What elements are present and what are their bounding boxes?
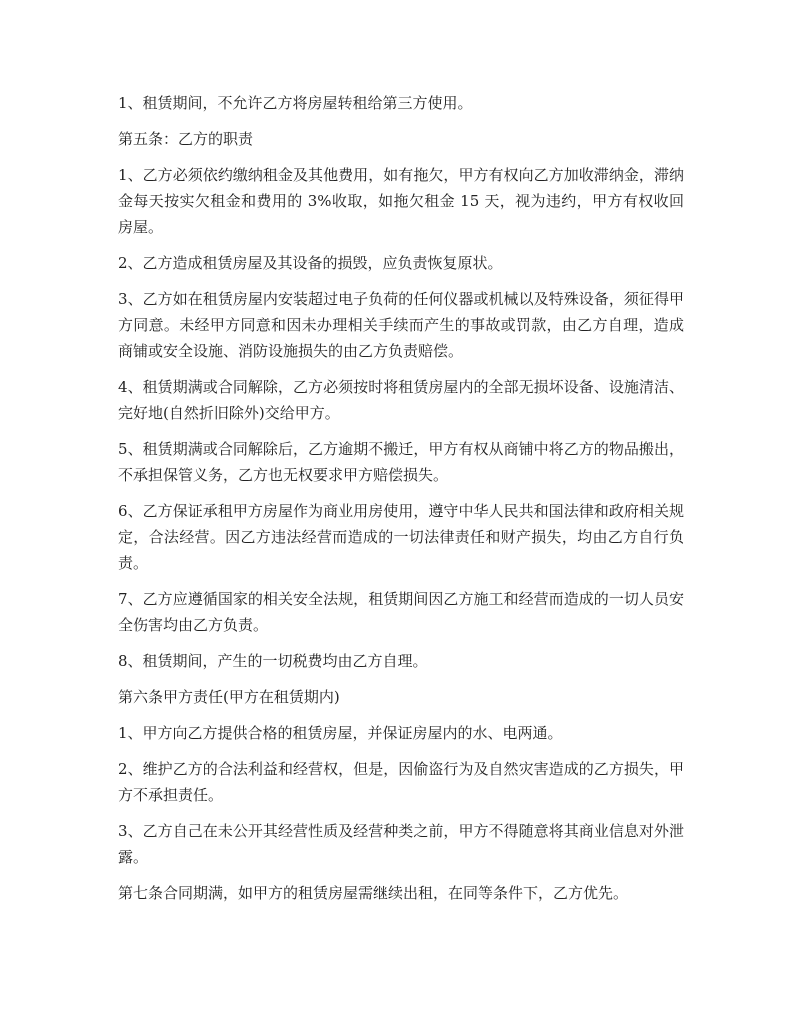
- clause-paragraph: 7、乙方应遵循国家的相关安全法规，租赁期间因乙方施工和经营而造成的一切人员安全伤害均由乙方负责。: [118, 590, 684, 634]
- clause-paragraph: 3、乙方如在租赁房屋内安装超过电子负荷的任何仪器或机械以及特殊设备，须征得甲方同意。未经甲方同意和因未办理相关手续而产生的事故或罚款，由乙方自理，造成商铺或安全设施、消防设施损失的由乙方负责赔偿。: [118, 290, 684, 360]
- section-heading: 第六条甲方责任(甲方在租赁期内): [118, 688, 340, 706]
- clause-paragraph: 6、乙方保证承租甲方房屋作为商业用房使用，遵守中华人民共和国法律和政府相关规定，合法经营。因乙方违法经营而造成的一切法律责任和财产损失，均由乙方自行负责。: [118, 502, 684, 572]
- document-body: [118, 90, 684, 916]
- section-heading: 第五条：乙方的职责: [118, 130, 254, 148]
- clause-paragraph: 1、租赁期间，不允许乙方将房屋转租给第三方使用。: [118, 94, 473, 112]
- clause-paragraph: 8、租赁期间，产生的一切税费均由乙方自理。: [118, 652, 428, 670]
- clause-paragraph: 5、租赁期满或合同解除后，乙方逾期不搬迁，甲方有权从商铺中将乙方的物品搬出，不承担保管义务，乙方也无权要求甲方赔偿损失。: [118, 440, 684, 484]
- clause-paragraph: 1、甲方向乙方提供合格的租赁房屋，并保证房屋内的水、电两通。: [118, 724, 563, 742]
- clause-paragraph: 4、租赁期满或合同解除，乙方必须按时将租赁房屋内的全部无损坏设备、设施清洁、完好地(自然折旧除外)交给甲方。: [118, 378, 684, 422]
- clause-paragraph: 2、维护乙方的合法利益和经营权，但是，因偷盗行为及自然灾害造成的乙方损失，甲方不承担责任。: [118, 760, 684, 804]
- clause-paragraph: 第七条合同期满，如甲方的租赁房屋需继续出租，在同等条件下，乙方优先。: [118, 884, 629, 902]
- clause-paragraph: 3、乙方自己在未公开其经营性质及经营种类之前，甲方不得随意将其商业信息对外泄露。: [118, 822, 684, 866]
- clause-paragraph: 1、乙方必须依约缴纳租金及其他费用，如有拖欠，甲方有权向乙方加收滞纳金，滞纳金每天按实欠租金和费用的 3%收取，如拖欠租金 15 天，视为违约，甲方有权收回房屋。: [118, 166, 684, 236]
- clause-paragraph: 2、乙方造成租赁房屋及其设备的损毁，应负责恢复原状。: [118, 254, 503, 272]
